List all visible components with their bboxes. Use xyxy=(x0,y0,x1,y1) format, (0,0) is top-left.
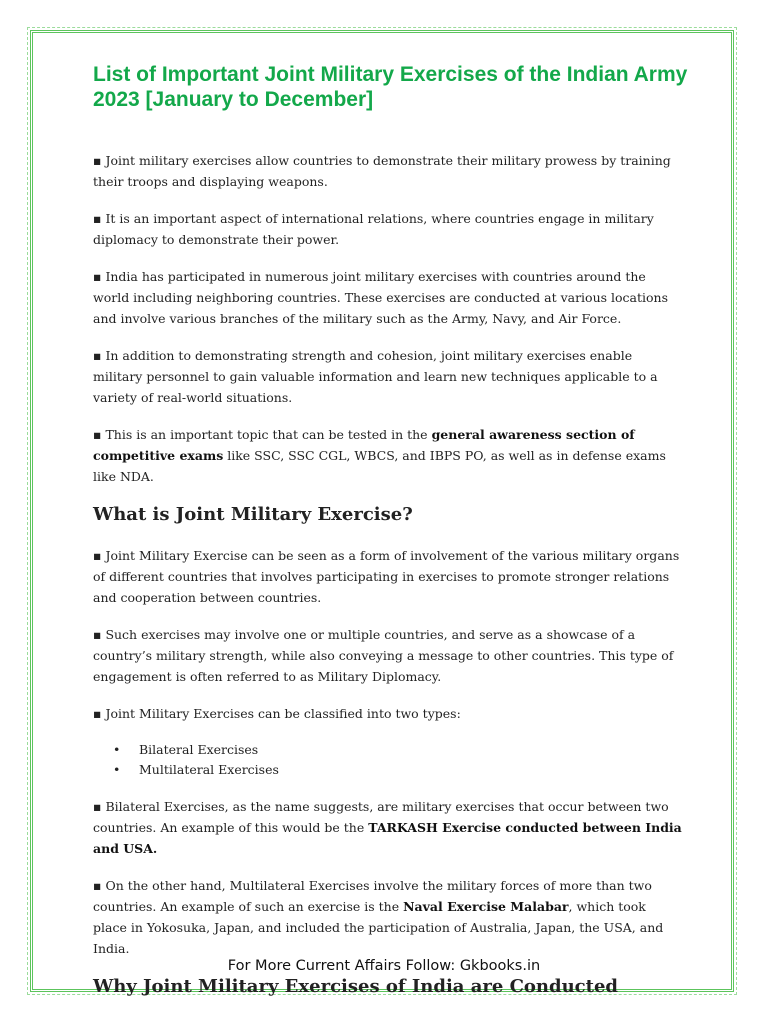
paragraph-intro-5 xyxy=(93,424,683,487)
paragraph-definition-2: ▪ Such exercises may involve one or multiple countries, and serve as a showcase of a country’s military strength, while also conveying a message to other countries. This type of engagement is often referred to as Military Diplomacy. xyxy=(93,627,674,684)
paragraph-bilateral xyxy=(93,796,683,859)
paragraph-text: , which took place in Yokosuka, Japan, and included the participation of Australia, Japan, the USA, and India. xyxy=(93,899,664,956)
list-item-label: Bilateral Exercises xyxy=(139,742,259,757)
paragraph-text: like SSC, SSC CGL, WBCS, and IBPS PO, as well as in defense exams like NDA. xyxy=(93,448,666,484)
list-item xyxy=(113,740,683,760)
exercise-types-list xyxy=(93,740,683,780)
bullet-icon: • xyxy=(113,742,121,757)
emphasis-text: Naval Exercise Malabar xyxy=(403,899,569,914)
paragraph-definition-1: ▪ Joint Military Exercise can be seen as a form of involvement of the various military organs of different countries that involves participating in exercises to promote stronger relations and cooperation between countries. xyxy=(93,548,680,605)
paragraph-text: ▪ On the other hand, Multilateral Exercises involve the military forces of more than two countries. An example of such an exercise is the xyxy=(93,878,652,914)
footer-text: For More Current Affairs Follow: Gkbooks.in xyxy=(227,958,541,974)
paragraph-intro-4: ▪ In addition to demonstrating strength and cohesion, joint military exercises enable military personnel to gain valuable information and learn new techniques applicable to a variety of real-world situations. xyxy=(93,348,658,405)
article-body xyxy=(93,150,683,1017)
emphasis-text: TARKASH Exercise conducted between India and USA. xyxy=(93,820,682,856)
paragraph-text: ▪ Bilateral Exercises, as the name suggests, are military exercises that occur between two countries. An example of this would be the xyxy=(93,799,669,835)
list-item xyxy=(113,760,683,780)
bullet-icon: • xyxy=(113,762,121,777)
paragraph-intro-3: ▪ India has participated in numerous joint military exercises with countries around the world including neighboring countries. These exercises are conducted at various locations and involve various branches of the military such as the Army, Navy, and Air Force. xyxy=(93,269,669,326)
section-heading-why: Why Joint Military Exercises of India are Conducted xyxy=(93,976,618,997)
paragraph-intro-2: ▪ It is an important aspect of international relations, where countries engage in military diplomacy to demonstrate their power. xyxy=(93,211,654,247)
paragraph-multilateral xyxy=(93,875,683,959)
paragraph-text: ▪ This is an important topic that can be tested in the xyxy=(93,427,432,442)
emphasis-text: general awareness section of competitive exams xyxy=(93,427,635,463)
page-title: List of Important Joint Military Exercises of the Indian Army 2023 [January to December] xyxy=(93,63,688,111)
paragraph-intro-1: ▪ Joint military exercises allow countries to demonstrate their military prowess by training their troops and displaying weapons. xyxy=(93,153,671,189)
section-heading-what-is: What is Joint Military Exercise? xyxy=(93,504,413,525)
paragraph-types-intro: ▪ Joint Military Exercises can be classified into two types: xyxy=(93,706,461,721)
list-item-label: Multilateral Exercises xyxy=(139,762,279,777)
